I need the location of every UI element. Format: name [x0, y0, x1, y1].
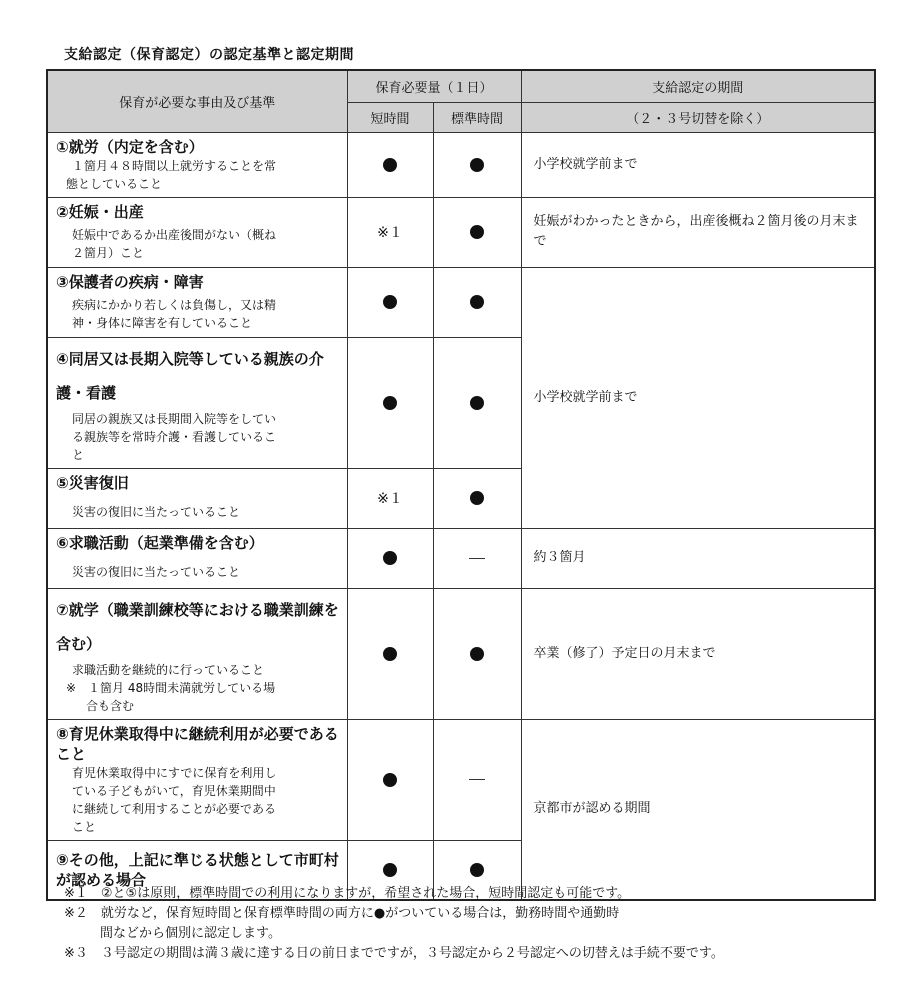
reason-body-line: 妊娠中であるか出産後間がない（概ね	[72, 227, 277, 242]
reason-title: ④同居又は長期入院等している親族の介護・看護	[56, 349, 324, 402]
reason-body-line: ※ １箇月 48時間未満就労している場	[66, 680, 276, 695]
reason-title: ①就労（内定を含む）	[56, 137, 204, 156]
filled-circle-icon	[383, 396, 397, 410]
standard-time-cell	[433, 468, 521, 528]
filled-circle-icon	[470, 491, 484, 505]
reason-title: ⑦就学（職業訓練校等における職業訓練を含む）	[56, 600, 339, 653]
filled-circle-icon	[383, 158, 397, 172]
period-cell: 約３箇月	[521, 528, 875, 588]
certification-table	[46, 69, 876, 901]
reason-body-line: 育児休業取得中にすでに保育を利用し	[72, 765, 277, 780]
reason-title: ③保護者の疾病・障害	[56, 272, 204, 291]
filled-circle-icon	[383, 295, 397, 309]
reason-body-line: と	[72, 447, 85, 462]
reason-body-line: る親族等を常時介護・看護しているこ	[72, 429, 277, 444]
short-time-cell	[347, 132, 433, 197]
filled-circle-icon	[470, 396, 484, 410]
period-cell: 妊娠がわかったときから，出産後概ね２箇月後の月末まで	[521, 197, 875, 267]
reason-body-line: 神・身体に障害を有していること	[72, 315, 253, 330]
reason-body-line: 求職活動を継続的に行っていること	[72, 662, 265, 677]
short-time-cell	[347, 267, 433, 337]
filled-circle-icon	[470, 158, 484, 172]
header-period-line2: （２・３号切替を除く）	[521, 102, 875, 132]
standard-time-cell	[433, 528, 521, 588]
reason-cell	[47, 132, 347, 197]
standard-time-cell	[433, 588, 521, 719]
reason-title: ⑨その他，上記に準じる状態として市町村が認める場合	[56, 850, 339, 889]
header-reason: 保育が必要な事由及び基準	[47, 70, 347, 132]
footnote-3: ※３ ３号認定の期間は満３歳に達する日の前日までですが，３号認定から２号認定への切替えは手続不要です。	[64, 946, 724, 961]
standard-time-cell	[433, 132, 521, 197]
filled-circle-icon	[470, 863, 484, 877]
reason-cell	[47, 337, 347, 468]
filled-circle-icon	[383, 863, 397, 877]
short-time-cell	[347, 588, 433, 719]
page-title: 支給認定（保育認定）の認定基準と認定期間	[64, 47, 354, 63]
standard-time-cell	[433, 719, 521, 840]
short-time-note: ※１	[347, 468, 433, 528]
footnote-2-continued: 間などから個別に認定します。	[100, 926, 281, 941]
table-row	[47, 588, 875, 719]
reason-body-line: 災害の復旧に当たっていること	[72, 564, 241, 579]
reason-body-line: 合も含む	[86, 698, 135, 713]
footnote-1: ※１ ②と⑤は原則，標準時間での利用になりますが，希望された場合，短時間認定も可能です。	[64, 886, 631, 901]
filled-circle-icon	[470, 647, 484, 661]
table-row	[47, 528, 875, 588]
reason-title: ⑤災害復旧	[56, 473, 129, 492]
reason-body-line: こと	[72, 819, 97, 834]
short-time-cell	[347, 719, 433, 840]
standard-time-cell	[433, 197, 521, 267]
dash-icon	[469, 779, 485, 780]
period-cell: 小学校就学前まで	[521, 132, 875, 197]
short-time-cell	[347, 337, 433, 468]
reason-body-line: 災害の復旧に当たっていること	[72, 504, 241, 519]
period-cell-merged: 小学校就学前まで	[521, 267, 875, 528]
footnotes	[64, 884, 724, 964]
table-row	[47, 197, 875, 267]
table-row	[47, 267, 875, 337]
filled-circle-icon	[383, 773, 397, 787]
period-cell-merged: 京都市が認める期間	[521, 719, 875, 900]
reason-title: ②妊娠・出産	[56, 202, 144, 221]
footnote-2: ※２ 就労など，保育短時間と保育標準時間の両方に●がついている場合は，勤務時間や通勤時	[64, 906, 620, 921]
reason-body-line: 同居の親族又は長期間入院等をしてい	[72, 411, 277, 426]
header-period-line1: 支給認定の期間	[521, 70, 875, 102]
reason-body-line: 態としていること	[66, 176, 163, 191]
short-time-note: ※１	[347, 197, 433, 267]
reason-cell	[47, 528, 347, 588]
header-standard-time: 標準時間	[433, 102, 521, 132]
dash-icon	[469, 558, 485, 559]
reason-title: ⑥求職活動（起業準備を含む）	[56, 533, 264, 552]
reason-body-line: ２箇月）こと	[72, 245, 145, 260]
reason-cell	[47, 267, 347, 337]
reason-title: ⑧育児休業取得中に継続利用が必要であること	[56, 724, 339, 763]
reason-body-line: 疾病にかかり若しくは負傷し，又は精	[72, 297, 277, 312]
reason-body-line: ている子どもがいて，育児休業期間中	[72, 783, 276, 798]
reason-cell	[47, 468, 347, 528]
filled-circle-icon	[470, 295, 484, 309]
reason-body-line: １箇月４８時間以上就労することを常	[72, 158, 277, 173]
reason-cell	[47, 197, 347, 267]
filled-circle-icon	[470, 225, 484, 239]
table-row	[47, 719, 875, 840]
reason-cell	[47, 719, 347, 840]
filled-circle-icon	[383, 647, 397, 661]
period-cell: 卒業（修了）予定日の月末まで	[521, 588, 875, 719]
reason-body-line: に継続して利用することが必要である	[72, 801, 277, 816]
header-short-time: 短時間	[347, 102, 433, 132]
standard-time-cell	[433, 337, 521, 468]
reason-cell	[47, 588, 347, 719]
standard-time-cell	[433, 267, 521, 337]
header-need-amount: 保育必要量（１日）	[347, 70, 521, 102]
table-row	[47, 132, 875, 197]
short-time-cell	[347, 528, 433, 588]
filled-circle-icon	[383, 551, 397, 565]
